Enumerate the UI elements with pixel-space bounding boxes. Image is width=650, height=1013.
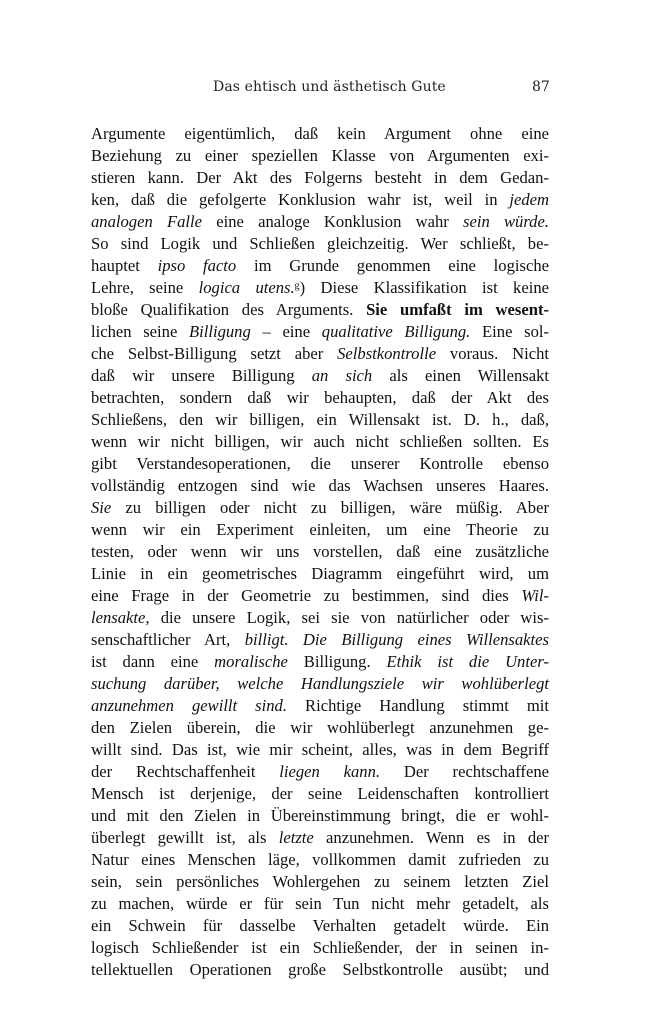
text-line [91, 629, 549, 651]
italic-span: logica utens. [198, 278, 295, 297]
text-line [91, 475, 549, 497]
italic-span: Billigung [189, 322, 251, 341]
text-line [91, 915, 549, 937]
text-line [91, 145, 549, 167]
text-span: Mensch ist derjenige, der seine Leidenschaften kontrolliert [91, 784, 549, 803]
italic-span: analogen Falle [91, 212, 203, 231]
text-span: tellektuellen Operationen große Selbstkontrolle ausübt; und [91, 960, 549, 979]
text-span: daß wir unsere Billigung [91, 366, 312, 385]
text-span: Linie in ein geometrisches Diagramm eingeführt wird, um [91, 564, 549, 583]
text-line [91, 299, 549, 321]
body-text [91, 123, 549, 981]
text-span: So sind Logik und Schließen gleichzeitig. Wer schließt, be- [91, 234, 549, 253]
italic-span: sein würde. [463, 212, 549, 231]
text-span: Argumente eigentümlich, daß kein Argument ohne eine [91, 124, 549, 143]
text-line [91, 959, 549, 981]
text-line [91, 871, 549, 893]
italic-span: an sich [311, 366, 373, 385]
text-line [91, 387, 549, 409]
italic-span: lensakte, [91, 608, 150, 627]
text-line [91, 739, 549, 761]
text-span: wenn wir ein Experiment einleiten, um eine Theorie zu [91, 520, 549, 539]
text-span: ein Schwein für dasselbe Verhalten getadelt würde. Ein [91, 916, 549, 935]
running-head [0, 79, 650, 101]
text-span: betrachten, sondern daß wir behaupten, daß der Akt des [91, 388, 549, 407]
text-span: stieren kann. Der Akt des Folgerns besteht in dem Gedan- [91, 168, 549, 187]
text-span: und mit den Zielen in Übereinstimmung bringt, die er wohl- [91, 806, 549, 825]
text-span: sein, sein persönliches Wohlergehen zu seinem letzten Ziel [91, 872, 549, 891]
italic-span: Sie [91, 498, 112, 517]
italic-span: moralische [214, 652, 288, 671]
text-span: willt sind. Das ist, wie mir scheint, alles, was in dem Begriff [91, 740, 549, 759]
running-title: Das ehtisch und ästhetisch Gute [213, 79, 446, 95]
text-span: che Selbst-Billigung setzt aber [91, 344, 338, 363]
text-line [91, 673, 549, 695]
text-span: den Zielen überein, die wir wohlüberlegt anzunehmen ge- [91, 718, 549, 737]
text-line [91, 783, 549, 805]
text-line [91, 585, 549, 607]
page-number: 87 [532, 79, 550, 95]
text-span: ist dann eine [91, 652, 215, 671]
text-span: testen, oder wenn wir uns vorstellen, daß eine zusätzliche [91, 542, 549, 561]
text-span: hauptet [91, 256, 158, 275]
text-span: im Grunde genommen eine logische [236, 256, 549, 275]
italic-span: billigt. Die Billigung eines Willensaktes [244, 630, 549, 649]
italic-span: Ethik ist die Unter- [386, 652, 549, 671]
italic-span: Wil- [521, 586, 549, 605]
text-span: logisch Schließender ist ein Schließender, der in seinen in- [91, 938, 549, 957]
text-line [91, 607, 549, 629]
text-line [91, 893, 549, 915]
text-span: Der rechtschaffene [380, 762, 549, 781]
text-span: vollständig entzogen sind wie das Wachsen unseres Haares. [91, 476, 549, 495]
italic-span: anzunehmen gewillt sind. [91, 696, 287, 715]
italic-span: liegen kann. [279, 762, 381, 781]
text-span: als einen Willensakt [372, 366, 549, 385]
text-span: voraus. Nicht [436, 344, 549, 363]
text-line [91, 519, 549, 541]
italic-span: letzte [278, 828, 314, 847]
bold-span: Sie umfaßt im wesent- [366, 300, 549, 319]
text-span: die unsere Logik, sei sie von natürlicher oder wis- [149, 608, 549, 627]
text-span: wenn wir nicht billigen, wir auch nicht schließen sollten. Es [91, 432, 549, 451]
text-line [91, 277, 549, 299]
text-line [91, 167, 549, 189]
text-line [91, 827, 549, 849]
text-span: Natur eines Menschen läge, vollkommen damit zufrieden zu [91, 850, 549, 869]
text-span: anzunehmen. Wenn es in der [313, 828, 550, 847]
italic-span: jedem [509, 190, 549, 209]
italic-span: ipso facto [157, 256, 237, 275]
text-span: Richtige Handlung stimmt mit [287, 696, 550, 715]
text-span: zu billigen oder nicht zu billigen, wäre müßig. Aber [111, 498, 549, 517]
text-line [91, 233, 549, 255]
text-span: – eine [250, 322, 322, 341]
text-line [91, 563, 549, 585]
text-span: gibt Verstandesoperationen, die unserer Kontrolle ebenso [91, 454, 549, 473]
text-span: Lehre, seine [91, 278, 199, 297]
text-span: Billigung. [287, 652, 387, 671]
text-span: senschaftlicher Art, [91, 630, 245, 649]
text-span: Beziehung zu einer speziellen Klasse von Argumenten exi- [91, 146, 549, 165]
text-span: eine Frage in der Geometrie zu bestimmen, sind dies [91, 586, 522, 605]
text-line [91, 761, 549, 783]
text-span: lichen seine [91, 322, 190, 341]
text-line [91, 211, 549, 233]
text-line [91, 717, 549, 739]
text-line [91, 321, 549, 343]
text-span: Schließens, den wir billigen, ein Willensakt ist. D. h., daß, [91, 410, 549, 429]
text-line [91, 497, 549, 519]
text-span: zu machen, würde er für sein Tun nicht mehr getadelt, als [91, 894, 549, 913]
text-line [91, 695, 549, 717]
italic-span: qualitative Billigung. [321, 322, 471, 341]
text-span: ᵍ) Diese Klassifikation ist keine [294, 278, 549, 297]
text-line [91, 937, 549, 959]
text-line [91, 189, 549, 211]
text-line [91, 541, 549, 563]
text-line [91, 651, 549, 673]
text-span: bloße Qualifikation des Arguments. [91, 300, 367, 319]
text-line [91, 453, 549, 475]
text-line [91, 365, 549, 387]
italic-span: suchung darüber, welche Handlungsziele wir wohlüberlegt [91, 674, 549, 693]
text-span: Eine sol- [470, 322, 550, 341]
text-line [91, 805, 549, 827]
text-line [91, 255, 549, 277]
text-line [91, 343, 549, 365]
text-line [91, 409, 549, 431]
italic-span: Selbstkontrolle [337, 344, 437, 363]
text-span: eine analoge Konklusion wahr [202, 212, 464, 231]
text-span: ken, daß die gefolgerte Konklusion wahr ist, weil in [91, 190, 510, 209]
text-span: überlegt gewillt ist, als [91, 828, 279, 847]
text-span: der Rechtschaffenheit [91, 762, 280, 781]
text-line [91, 431, 549, 453]
text-line [91, 849, 549, 871]
text-line [91, 123, 549, 145]
